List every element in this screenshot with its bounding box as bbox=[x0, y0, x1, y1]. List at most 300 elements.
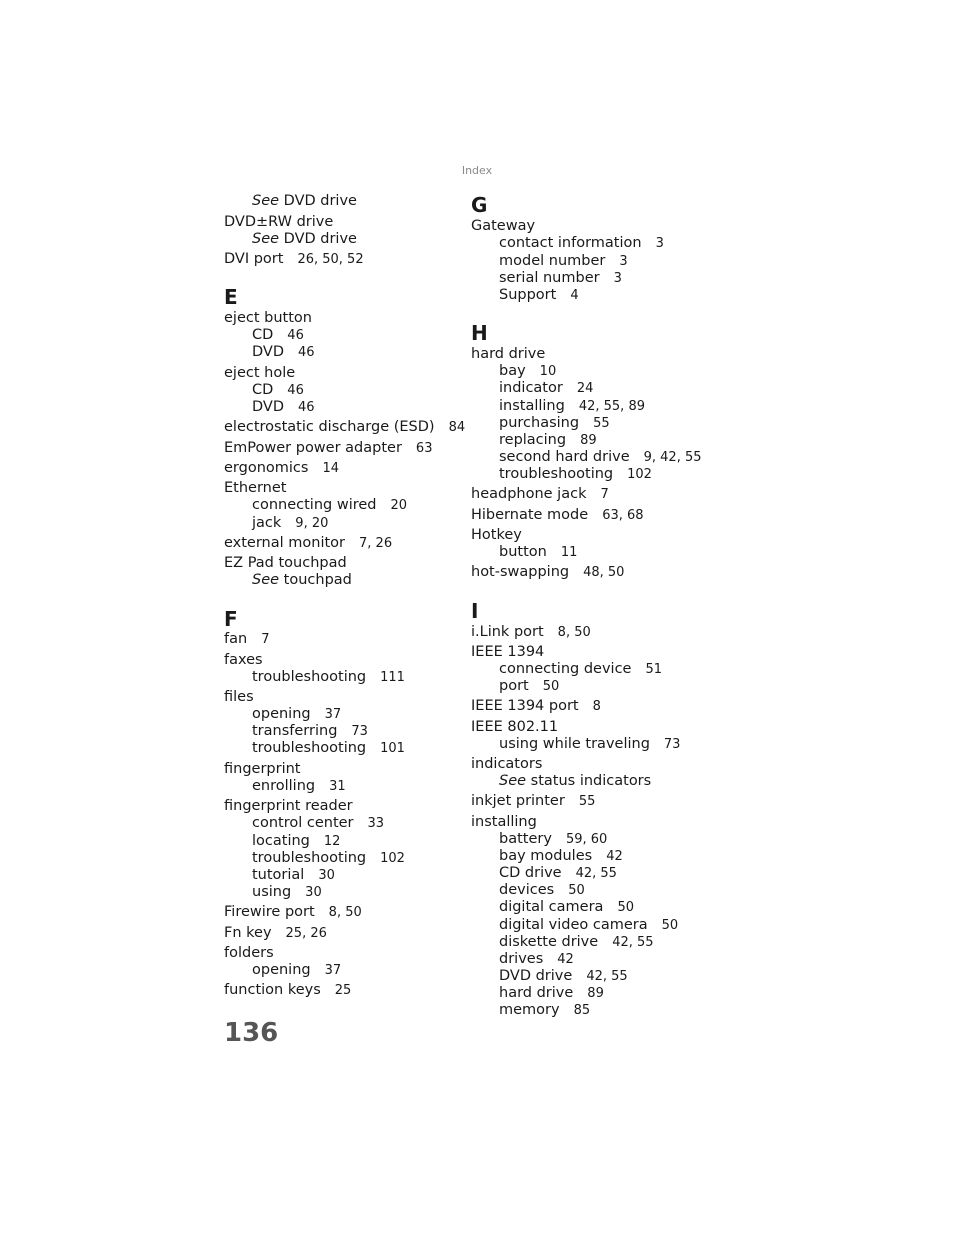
page-references: 46 bbox=[298, 345, 315, 360]
page-references: 46 bbox=[287, 328, 304, 343]
index-subentry bbox=[471, 544, 577, 561]
page-references: 12 bbox=[323, 834, 341, 849]
see-reference: See bbox=[252, 231, 280, 247]
entry-text: jack bbox=[252, 515, 282, 531]
index-entry bbox=[471, 644, 544, 661]
index-subentry bbox=[224, 815, 384, 832]
entry-term bbox=[252, 399, 284, 415]
entry-text: using bbox=[252, 884, 292, 900]
index-subentry bbox=[471, 363, 556, 380]
section-letter: I bbox=[471, 599, 479, 623]
entry-term bbox=[252, 962, 311, 978]
page-references: 63 bbox=[415, 441, 433, 456]
index-entry bbox=[224, 689, 254, 706]
entry-term bbox=[224, 460, 308, 476]
entry-text: i.Link port bbox=[471, 624, 544, 640]
entry-term bbox=[471, 527, 522, 543]
index-subentry bbox=[224, 231, 357, 248]
page-references: 10 bbox=[539, 364, 557, 379]
entry-text: opening bbox=[252, 962, 311, 978]
entry-term bbox=[252, 723, 337, 739]
index-entry bbox=[224, 798, 353, 815]
page-references: 63, 68 bbox=[602, 508, 644, 523]
entry-term bbox=[252, 884, 291, 900]
entry-text: DVD bbox=[252, 344, 284, 360]
page-references: 3 bbox=[619, 254, 628, 269]
index-entry bbox=[224, 982, 351, 999]
entry-term bbox=[499, 432, 566, 448]
running-head: Index bbox=[461, 164, 493, 177]
page-references: 37 bbox=[324, 707, 342, 722]
page-references: 55 bbox=[593, 416, 610, 431]
entry-text: status indicators bbox=[530, 773, 652, 789]
page-references: 42 bbox=[557, 952, 574, 967]
entry-term bbox=[224, 652, 263, 668]
page-references: 37 bbox=[324, 963, 342, 978]
entry-text: electrostatic discharge (ESD) bbox=[224, 419, 435, 435]
entry-text: Support bbox=[499, 287, 557, 303]
entry-text: indicators bbox=[471, 756, 543, 772]
entry-text: Gateway bbox=[471, 218, 536, 234]
page-references: 4 bbox=[570, 288, 579, 303]
page-references: 73 bbox=[663, 737, 681, 752]
page-references: 26, 50, 52 bbox=[297, 252, 364, 267]
index-subentry bbox=[224, 515, 328, 532]
index-subentry bbox=[224, 740, 405, 757]
entry-text: control center bbox=[252, 815, 354, 831]
entry-text: using while traveling bbox=[499, 736, 650, 752]
entry-term bbox=[499, 449, 630, 465]
entry-text: button bbox=[499, 544, 547, 560]
entry-text: inkjet printer bbox=[471, 793, 565, 809]
entry-text: external monitor bbox=[224, 535, 346, 551]
page-references: 25, 26 bbox=[285, 926, 327, 941]
page-references: 8, 50 bbox=[328, 905, 362, 920]
page-references: 20 bbox=[390, 498, 408, 513]
entry-text: digital camera bbox=[499, 899, 604, 915]
index-subentry bbox=[224, 669, 405, 686]
index-subentry bbox=[224, 382, 304, 399]
entry-term bbox=[224, 631, 247, 647]
entry-term bbox=[224, 251, 283, 267]
entry-term bbox=[499, 899, 603, 915]
page-references: 42, 55, 89 bbox=[578, 399, 645, 414]
entry-text: DVD drive bbox=[283, 231, 357, 247]
page-references: 42, 55 bbox=[612, 935, 654, 950]
index-entry bbox=[224, 761, 300, 778]
page-references: 89 bbox=[580, 433, 597, 448]
entry-term bbox=[224, 440, 402, 456]
index-subentry bbox=[471, 951, 574, 968]
entry-text: CD drive bbox=[499, 865, 562, 881]
entry-term bbox=[252, 497, 377, 513]
index-subentry bbox=[471, 985, 604, 1002]
entry-term bbox=[224, 904, 315, 920]
page-references: 42, 55 bbox=[586, 969, 628, 984]
entry-text: fingerprint reader bbox=[224, 798, 353, 814]
index-subentry bbox=[471, 380, 593, 397]
entry-term bbox=[252, 706, 311, 722]
entry-text: folders bbox=[224, 945, 274, 961]
entry-term bbox=[252, 669, 366, 685]
entry-term bbox=[471, 218, 535, 234]
entry-term bbox=[224, 310, 312, 326]
page-references: 24 bbox=[576, 381, 594, 396]
entry-text: function keys bbox=[224, 982, 321, 998]
page-references: 30 bbox=[318, 868, 335, 883]
entry-text: Ethernet bbox=[224, 480, 287, 496]
index-entry bbox=[471, 346, 545, 363]
index-entry bbox=[471, 756, 542, 773]
entry-text: devices bbox=[499, 882, 555, 898]
page-references: 102 bbox=[380, 851, 405, 866]
entry-text: memory bbox=[499, 1002, 560, 1018]
index-subentry bbox=[224, 850, 405, 867]
entry-term bbox=[499, 736, 650, 752]
entry-text: installing bbox=[499, 398, 565, 414]
entry-term bbox=[224, 214, 333, 230]
entry-term bbox=[252, 572, 352, 588]
entry-text: eject hole bbox=[224, 365, 296, 381]
entry-term bbox=[499, 363, 526, 379]
index-entry bbox=[224, 214, 333, 231]
entry-term bbox=[471, 793, 565, 809]
index-subentry bbox=[471, 968, 628, 985]
entry-term bbox=[499, 951, 543, 967]
index-entry bbox=[224, 555, 347, 572]
entry-term bbox=[471, 564, 569, 580]
index-entry bbox=[224, 631, 269, 648]
entry-term bbox=[499, 466, 613, 482]
entry-text: EmPower power adapter bbox=[224, 440, 402, 456]
section-letter: G bbox=[471, 193, 488, 217]
page-references: 46 bbox=[287, 383, 304, 398]
entry-text: troubleshooting bbox=[252, 740, 367, 756]
entry-term bbox=[499, 1002, 560, 1018]
page-references: 55 bbox=[578, 794, 596, 809]
page-references: 101 bbox=[380, 741, 405, 756]
page-references: 7 bbox=[600, 487, 609, 502]
index-entry bbox=[471, 564, 624, 581]
index-subentry bbox=[471, 773, 651, 790]
page-references: 9, 20 bbox=[295, 516, 329, 531]
entry-text: faxes bbox=[224, 652, 263, 668]
index-entry bbox=[471, 486, 609, 503]
entry-term bbox=[499, 968, 572, 984]
page-references: 25 bbox=[334, 983, 352, 998]
index-subentry bbox=[224, 706, 341, 723]
index-subentry bbox=[471, 678, 559, 695]
entry-term bbox=[224, 925, 272, 941]
index-entry bbox=[224, 310, 312, 327]
page-references: 89 bbox=[587, 986, 604, 1001]
index-subentry bbox=[224, 884, 322, 901]
entry-text: installing bbox=[471, 814, 537, 830]
section-letter: E bbox=[224, 285, 238, 309]
index-subentry bbox=[471, 270, 622, 287]
entry-text: DVD drive bbox=[499, 968, 573, 984]
entry-text: transferring bbox=[252, 723, 338, 739]
entry-term bbox=[252, 327, 273, 343]
page-references: 85 bbox=[573, 1003, 591, 1018]
entry-text: indicator bbox=[499, 380, 563, 396]
index-entry bbox=[471, 814, 537, 831]
entry-term bbox=[499, 287, 556, 303]
index-entry bbox=[224, 440, 432, 457]
entry-term bbox=[224, 365, 295, 381]
entry-text: purchasing bbox=[499, 415, 580, 431]
entry-text: fingerprint bbox=[224, 761, 301, 777]
index-subentry bbox=[471, 398, 645, 415]
page-references: 14 bbox=[322, 461, 339, 476]
entry-text: Firewire port bbox=[224, 904, 315, 920]
entry-text: battery bbox=[499, 831, 552, 847]
entry-term bbox=[499, 773, 651, 789]
entry-text: enrolling bbox=[252, 778, 316, 794]
entry-term bbox=[252, 778, 315, 794]
entry-text: hard drive bbox=[499, 985, 574, 1001]
entry-term bbox=[499, 380, 563, 396]
page-references: 9, 42, 55 bbox=[643, 450, 702, 465]
page-references: 48, 50 bbox=[583, 565, 625, 580]
index-subentry bbox=[471, 865, 617, 882]
entry-text: ergonomics bbox=[224, 460, 309, 476]
entry-text: replacing bbox=[499, 432, 567, 448]
page-references: 11 bbox=[560, 545, 578, 560]
entry-text: connecting device bbox=[499, 661, 632, 677]
entry-text: DVI port bbox=[224, 251, 284, 267]
entry-term bbox=[224, 419, 435, 435]
entry-text: Hotkey bbox=[471, 527, 522, 543]
entry-term bbox=[499, 415, 579, 431]
entry-text: troubleshooting bbox=[252, 669, 367, 685]
index-subentry bbox=[471, 899, 634, 916]
index-subentry bbox=[471, 1002, 590, 1019]
page-references: 111 bbox=[380, 670, 405, 685]
page-references: 8 bbox=[592, 699, 601, 714]
entry-text: IEEE 1394 bbox=[471, 644, 545, 660]
entry-term bbox=[224, 555, 347, 571]
entry-text: troubleshooting bbox=[252, 850, 367, 866]
entry-term bbox=[499, 678, 529, 694]
page-references: 8, 50 bbox=[557, 625, 591, 640]
entry-text: contact information bbox=[499, 235, 642, 251]
entry-term bbox=[252, 815, 354, 831]
index-subentry bbox=[224, 833, 340, 850]
entry-text: bay modules bbox=[499, 848, 593, 864]
entry-term bbox=[252, 867, 304, 883]
entry-text: hard drive bbox=[471, 346, 546, 362]
index-subentry bbox=[471, 287, 579, 304]
entry-term bbox=[252, 231, 357, 247]
page-references: 84 bbox=[448, 420, 466, 435]
index-subentry bbox=[224, 867, 335, 884]
entry-term bbox=[499, 235, 642, 251]
page-references: 59, 60 bbox=[565, 832, 608, 847]
page-references: 73 bbox=[351, 724, 368, 739]
index-entry bbox=[224, 480, 286, 497]
entry-text: locating bbox=[252, 833, 310, 849]
index-entry bbox=[224, 460, 339, 477]
index-subentry bbox=[224, 497, 407, 514]
page-references: 42 bbox=[606, 849, 623, 864]
entry-text: DVD bbox=[252, 399, 284, 415]
page-references: 31 bbox=[329, 779, 346, 794]
index-entry bbox=[224, 251, 364, 268]
index-entry bbox=[224, 652, 263, 669]
entry-term bbox=[471, 486, 586, 502]
index-entry bbox=[471, 507, 644, 524]
index-entry bbox=[224, 365, 295, 382]
index-subentry bbox=[471, 415, 610, 432]
index-subentry bbox=[224, 344, 315, 361]
index-entry bbox=[471, 624, 591, 641]
index-subentry bbox=[471, 449, 702, 466]
index-subentry bbox=[224, 399, 315, 416]
index-subentry bbox=[471, 253, 628, 270]
see-reference: See bbox=[252, 193, 280, 209]
index-entry bbox=[224, 419, 465, 436]
index-entry bbox=[471, 719, 558, 736]
page-references: 46 bbox=[298, 400, 315, 415]
entry-text: DVD drive bbox=[283, 193, 357, 209]
index-entry bbox=[471, 527, 522, 544]
entry-term bbox=[499, 917, 648, 933]
page-references: 51 bbox=[645, 662, 663, 677]
entry-text: troubleshooting bbox=[499, 466, 614, 482]
entry-term bbox=[471, 346, 545, 362]
index-entry bbox=[224, 904, 362, 921]
index-subentry bbox=[471, 917, 678, 934]
entry-term bbox=[499, 934, 598, 950]
index-entry bbox=[471, 218, 535, 235]
index-subentry bbox=[471, 661, 662, 678]
index-subentry bbox=[471, 934, 654, 951]
entry-text: IEEE 802.11 bbox=[471, 719, 559, 735]
entry-term bbox=[499, 253, 605, 269]
index-entry bbox=[471, 793, 595, 810]
section-letter: F bbox=[224, 607, 238, 631]
entry-term bbox=[224, 535, 345, 551]
entry-term bbox=[499, 544, 547, 560]
entry-term bbox=[252, 740, 366, 756]
entry-term bbox=[224, 761, 300, 777]
entry-term bbox=[499, 398, 565, 414]
page-references: 33 bbox=[367, 816, 385, 831]
index-subentry bbox=[224, 193, 357, 210]
entry-term bbox=[224, 480, 286, 496]
page-references: 7 bbox=[261, 632, 270, 647]
entry-text: EZ Pad touchpad bbox=[224, 555, 347, 571]
entry-term bbox=[499, 270, 600, 286]
entry-term bbox=[224, 689, 254, 705]
entry-text: IEEE 1394 port bbox=[471, 698, 579, 714]
entry-text: serial number bbox=[499, 270, 600, 286]
page-references: 50 bbox=[617, 900, 634, 915]
entry-term bbox=[499, 882, 554, 898]
entry-text: headphone jack bbox=[471, 486, 587, 502]
entry-text: model number bbox=[499, 253, 606, 269]
entry-term bbox=[499, 848, 592, 864]
entry-text: bay bbox=[499, 363, 526, 379]
entry-text: second hard drive bbox=[499, 449, 630, 465]
entry-text: Hibernate mode bbox=[471, 507, 589, 523]
page-references: 3 bbox=[655, 236, 664, 251]
entry-text: drives bbox=[499, 951, 544, 967]
entry-term bbox=[471, 644, 544, 660]
page-references: 50 bbox=[661, 918, 679, 933]
see-reference: See bbox=[499, 773, 527, 789]
entry-text: tutorial bbox=[252, 867, 305, 883]
index-subentry bbox=[224, 723, 368, 740]
entry-term bbox=[471, 814, 537, 830]
index-entry bbox=[224, 925, 327, 942]
entry-term bbox=[252, 833, 310, 849]
entry-term bbox=[224, 945, 274, 961]
entry-text: touchpad bbox=[283, 572, 352, 588]
entry-text: port bbox=[499, 678, 529, 694]
entry-term bbox=[224, 798, 353, 814]
entry-term bbox=[252, 193, 357, 209]
entry-term bbox=[471, 719, 558, 735]
index-subentry bbox=[224, 962, 341, 979]
entry-term bbox=[499, 661, 631, 677]
page-references: 3 bbox=[613, 271, 622, 286]
entry-term bbox=[499, 985, 573, 1001]
index-subentry bbox=[471, 831, 607, 848]
index-subentry bbox=[224, 327, 304, 344]
entry-term bbox=[471, 756, 542, 772]
page-number: 136 bbox=[224, 1018, 279, 1048]
entry-term bbox=[252, 515, 281, 531]
index-subentry bbox=[224, 572, 352, 589]
entry-text: eject button bbox=[224, 310, 312, 326]
see-reference: See bbox=[252, 572, 280, 588]
index-subentry bbox=[471, 848, 623, 865]
index-subentry bbox=[471, 432, 597, 449]
entry-term bbox=[252, 382, 273, 398]
entry-text: DVD±RW drive bbox=[224, 214, 334, 230]
entry-term bbox=[471, 698, 579, 714]
page-references: 30 bbox=[305, 885, 322, 900]
index-subentry bbox=[471, 235, 664, 252]
entry-term bbox=[499, 865, 562, 881]
index-subentry bbox=[471, 736, 680, 753]
entry-text: connecting wired bbox=[252, 497, 377, 513]
index-subentry bbox=[471, 466, 652, 483]
entry-term bbox=[252, 344, 284, 360]
entry-text: hot-swapping bbox=[471, 564, 570, 580]
section-letter: H bbox=[471, 321, 488, 345]
entry-text: Fn key bbox=[224, 925, 272, 941]
page-references: 102 bbox=[627, 467, 652, 482]
entry-term bbox=[471, 624, 544, 640]
entry-text: CD bbox=[252, 327, 274, 343]
entry-term bbox=[471, 507, 588, 523]
index-entry bbox=[224, 535, 392, 552]
index-subentry bbox=[471, 882, 585, 899]
entry-text: fan bbox=[224, 631, 248, 647]
entry-text: CD bbox=[252, 382, 274, 398]
entry-term bbox=[224, 982, 321, 998]
entry-text: opening bbox=[252, 706, 311, 722]
entry-term bbox=[252, 850, 366, 866]
page-references: 7, 26 bbox=[359, 536, 393, 551]
entry-term bbox=[499, 831, 552, 847]
entry-text: digital video camera bbox=[499, 917, 648, 933]
index-entry bbox=[471, 698, 601, 715]
index-entry bbox=[224, 945, 274, 962]
